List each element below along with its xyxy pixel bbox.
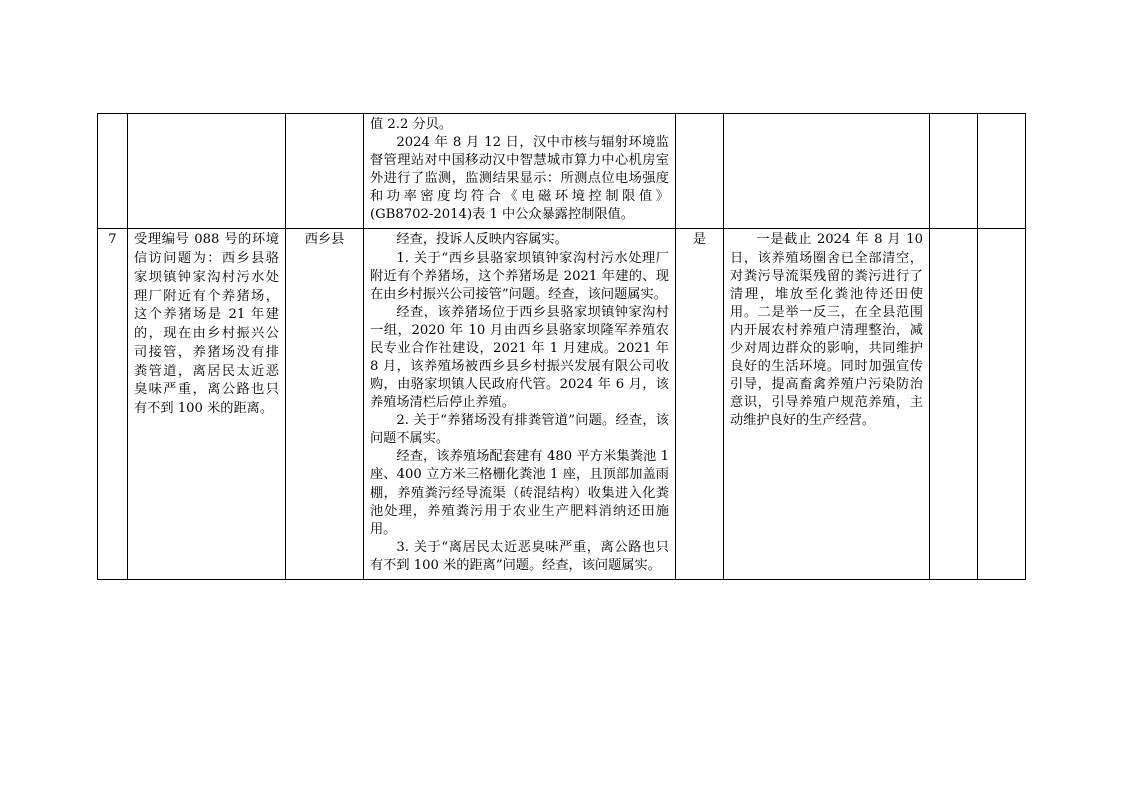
detail-paragraph: 值 2.2 分贝。 [370, 117, 453, 132]
detail-paragraph: 经查，投诉人反映内容属实。 [396, 232, 568, 248]
detail-paragraph: 经查，该养猪场位于西乡县骆家坝镇钟家沟村一组，2020 年 10 月由西乡县骆家坝隆军养殖农民专业合作社建设，2021 年 1 月建成。2021 年 8 月，该养殖场被西乡县乡村振兴发展有限公司收购，由骆家坝镇人民政府代管。2024 年 6 月，该养殖场清栏后停止养殖。 [370, 304, 669, 411]
row-index-cell [98, 114, 128, 229]
row-area-cell [286, 114, 364, 229]
detail-paragraph: 1. 关于“西乡县骆家坝镇钟家沟村污水处理厂附近有个养猪场，这个养猪场是 2021 年建的、现在由乡村振兴公司接管”问题。经查，该问题属实。 [370, 250, 669, 302]
detail-paragraph: 经查，该养殖场配套建有 480 平方米集粪池 1 座、400 立方米三格栅化粪池 1 座，且顶部加盖雨棚，养殖粪污经导流渠（砖混结构）收集进入化粪池处理，养殖粪污用于农业生产肥料消纳还田施用。 [370, 449, 669, 537]
detail-paragraph: 3. 关于“离居民太近恶臭味严重，离公路也只有不到 100 米的距离”问题。经查，该问题属实。 [370, 539, 669, 573]
row-attributable-cell [676, 114, 724, 229]
row-measures-cell [724, 114, 930, 229]
report-table [97, 113, 1026, 580]
row-issue-cell [128, 229, 286, 579]
row-extra-cell-2 [978, 229, 1026, 579]
row-detail-cell [364, 114, 676, 229]
table-row [98, 114, 1026, 229]
row-detail-cell [364, 229, 676, 579]
measure-paragraph: 一是截止 2024 年 8 月 10 日，该养殖场圈舍已全部清空，对粪污导流渠残留的粪污进行了清理，堆放至化粪池待还田使用。二是举一反三，在全县范围内开展农村养殖户清理整治，减少对周边群众的影响，共同维护良好的生活环境。同时加强宣传引导，提高畜禽养殖户污染防治意识，引导养殖户规范养殖，主动维护良好的生产经营。 [730, 232, 923, 429]
row-extra-cell-1 [930, 229, 978, 579]
row-attributable-cell: 是 [676, 229, 724, 579]
row-index-cell: 7 [98, 229, 128, 579]
row-extra-cell-1 [930, 114, 978, 229]
row-issue-cell [128, 114, 286, 229]
row-measures-cell [724, 229, 930, 579]
row-extra-cell-2 [978, 114, 1026, 229]
detail-paragraph: 2024 年 8 月 12 日，汉中市核与辐射环境监督管理站对中国移动汉中智慧城市算力中心机房室外进行了监测，监测结果显示：所测点位电场强度和功率密度均符合《电磁环境控制限值》(GB8702-2014)表 1 中公众暴露控制限值。 [370, 135, 669, 223]
table-row [98, 229, 1026, 579]
detail-paragraph: 2. 关于“养猪场没有排粪管道”问题。经查，该问题不属实。 [370, 413, 669, 447]
row-area-cell: 西乡县 [286, 229, 364, 579]
issue-text: 受理编号 088 号的环境信访问题为：西乡县骆家坝镇钟家沟村污水处理厂附近有个养猪场，这个养猪场是 21 年建的，现在由乡村振兴公司接管，养猪场没有排粪管道，离居民太近恶臭味严重，离公路也只有不到 100 米的距离。 [134, 232, 279, 417]
